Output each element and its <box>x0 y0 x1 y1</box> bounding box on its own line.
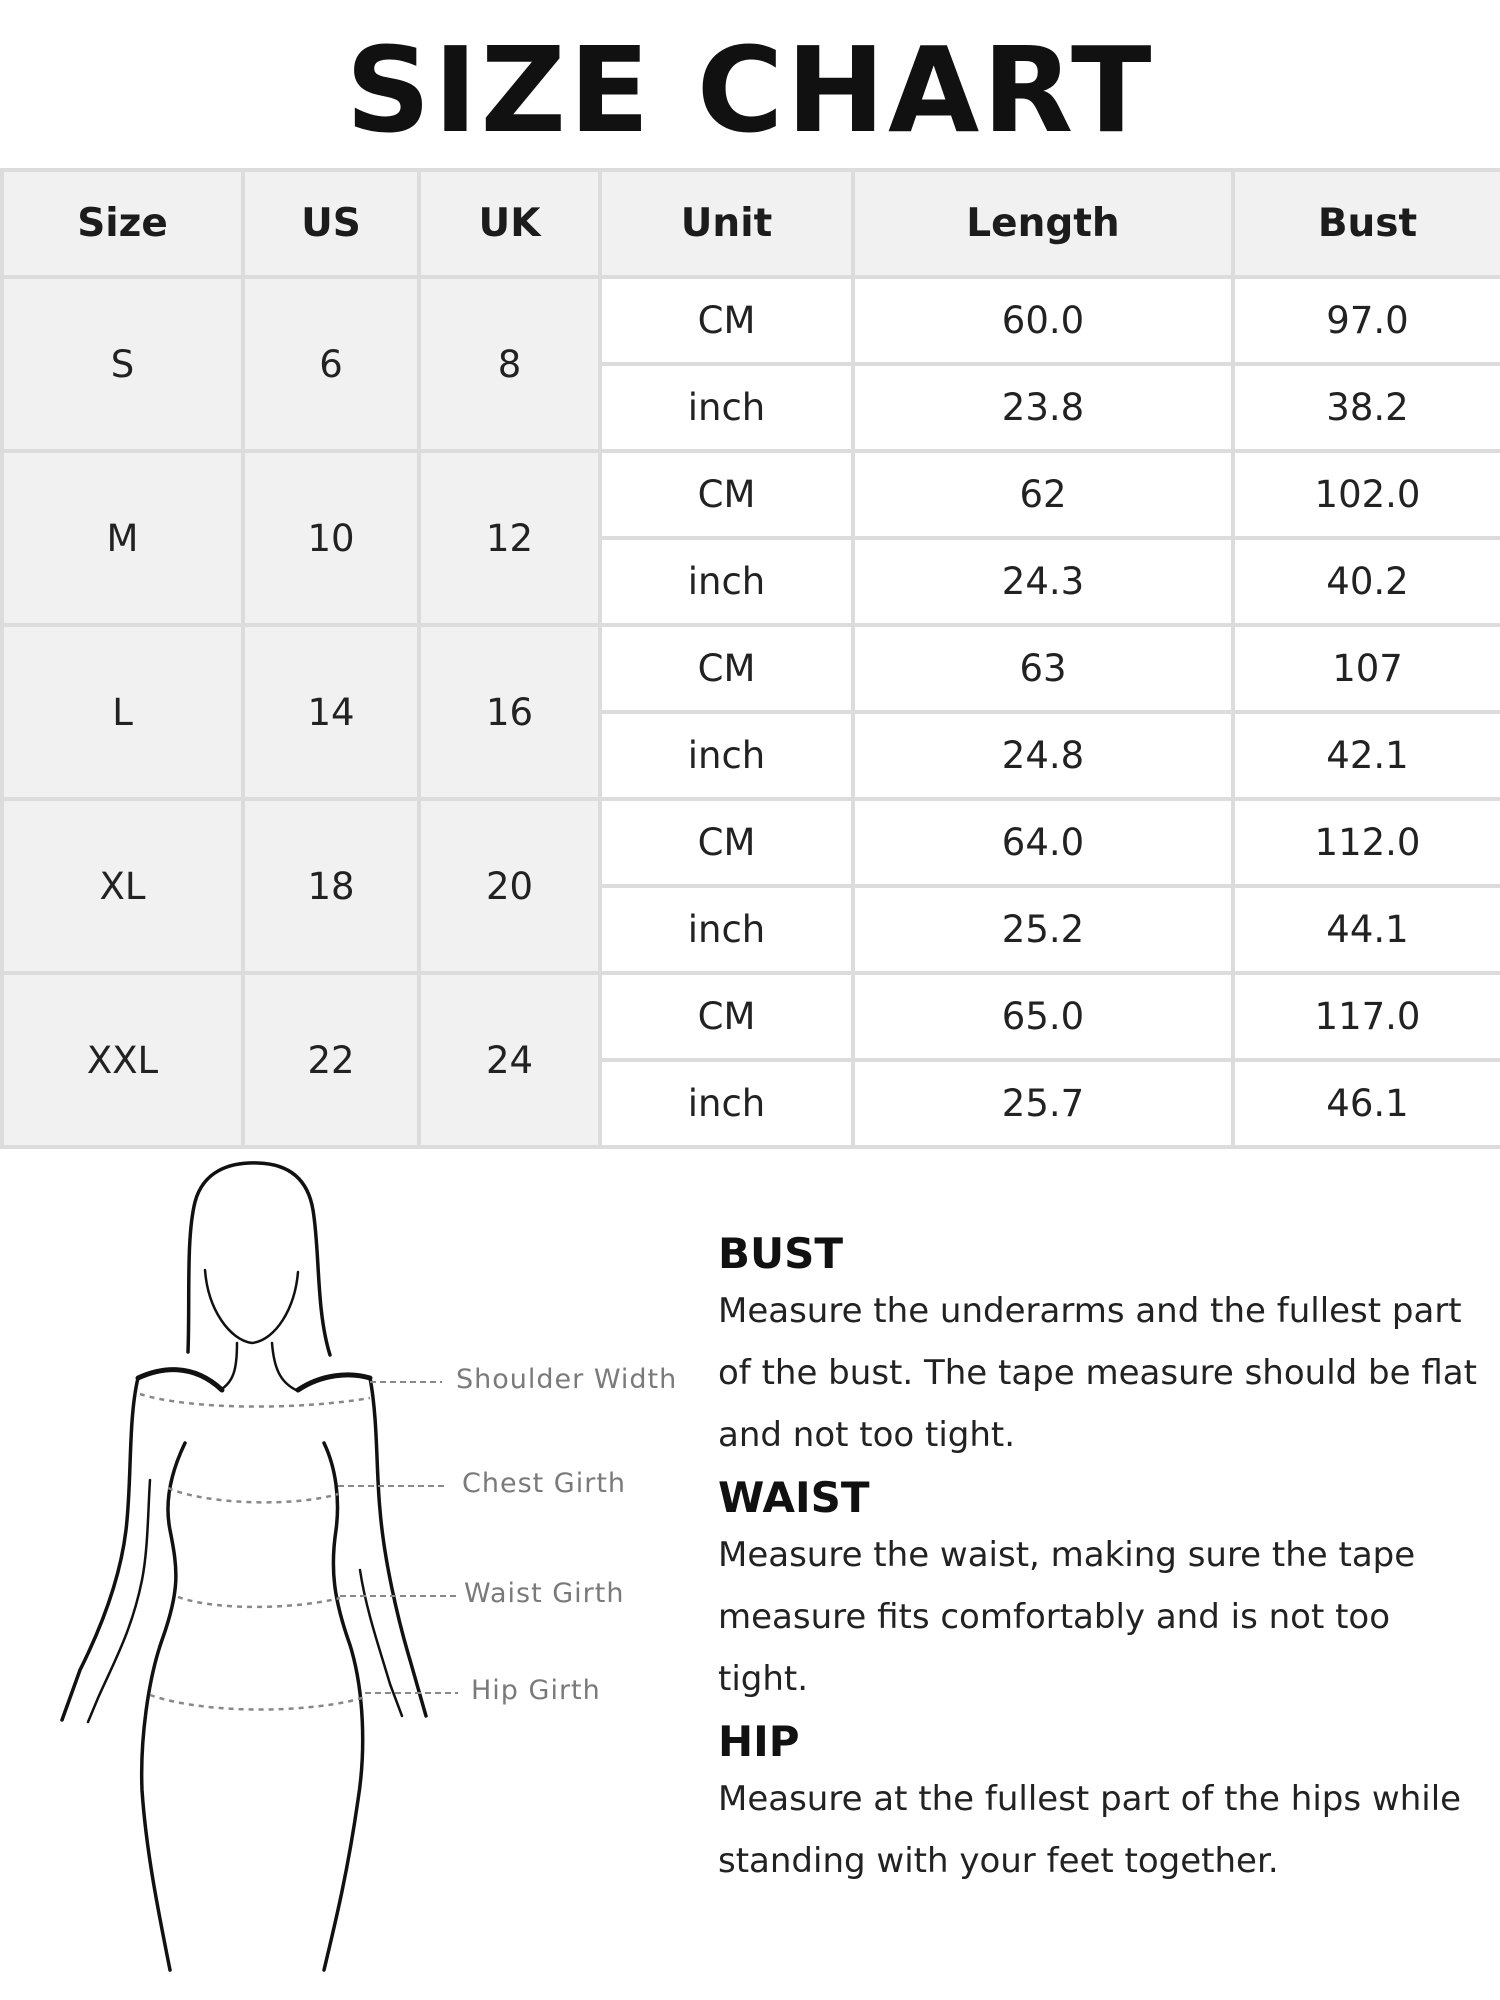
size-cell: XXL <box>2 973 243 1147</box>
us-size-cell: 18 <box>243 799 419 973</box>
unit-cell: CM <box>600 451 853 538</box>
bust-cell: 102.0 <box>1233 451 1500 538</box>
page-title: SIZE CHART <box>345 21 1155 159</box>
uk-size-cell: 12 <box>419 451 600 625</box>
header-size: Size <box>2 170 243 277</box>
chest-girth-label: Chest Girth <box>462 1468 627 1499</box>
uk-size-cell: 8 <box>419 277 600 451</box>
table-row <box>2 625 1500 712</box>
table-row <box>2 277 1500 364</box>
waist-text: Measure the waist, making sure the tape measure fits comfortably and is not too tight. <box>718 1535 1416 1699</box>
bust-cell: 117.0 <box>1233 973 1500 1060</box>
size-cell: XL <box>2 799 243 973</box>
unit-cell: inch <box>600 886 853 973</box>
length-cell: 24.3 <box>853 538 1233 625</box>
uk-size-cell: 24 <box>419 973 600 1147</box>
waist-girth-label: Waist Girth <box>464 1578 625 1609</box>
hip-text: Measure at the fullest part of the hips while standing with your feet together. <box>718 1779 1462 1881</box>
length-cell: 23.8 <box>853 364 1233 451</box>
unit-cell: inch <box>600 364 853 451</box>
us-size-cell: 14 <box>243 625 419 799</box>
bust-cell: 107 <box>1233 625 1500 712</box>
size-table <box>0 168 1500 1149</box>
header-length: Length <box>853 170 1233 277</box>
us-size-cell: 10 <box>243 451 419 625</box>
bust-text: Measure the underarms and the fullest part of the bust. The tape measure should be flat and not too tight. <box>718 1291 1477 1455</box>
unit-cell: inch <box>600 712 853 799</box>
hip-heading: HIP <box>718 1717 800 1766</box>
uk-size-cell: 16 <box>419 625 600 799</box>
table-row <box>2 973 1500 1060</box>
hip-girth-label: Hip Girth <box>471 1675 601 1706</box>
table-row <box>2 451 1500 538</box>
waist-heading: WAIST <box>718 1473 870 1522</box>
size-cell: L <box>2 625 243 799</box>
length-cell: 24.8 <box>853 712 1233 799</box>
female-silhouette-illustration <box>40 1150 690 1980</box>
table-header-row <box>2 170 1500 277</box>
size-cell: M <box>2 451 243 625</box>
us-size-cell: 6 <box>243 277 419 451</box>
bust-cell: 38.2 <box>1233 364 1500 451</box>
unit-cell: CM <box>600 277 853 364</box>
unit-cell: CM <box>600 973 853 1060</box>
bust-cell: 44.1 <box>1233 886 1500 973</box>
bust-cell: 112.0 <box>1233 799 1500 886</box>
length-cell: 25.7 <box>853 1060 1233 1147</box>
header-bust: Bust <box>1233 170 1500 277</box>
unit-cell: inch <box>600 538 853 625</box>
uk-size-cell: 20 <box>419 799 600 973</box>
length-cell: 64.0 <box>853 799 1233 886</box>
header-unit: Unit <box>600 170 853 277</box>
body-measurement-figure <box>40 1150 690 1980</box>
bust-heading: BUST <box>718 1229 844 1278</box>
shoulder-width-label: Shoulder Width <box>456 1364 678 1395</box>
measurement-instructions <box>718 1228 1478 1898</box>
length-cell: 63 <box>853 625 1233 712</box>
length-cell: 60.0 <box>853 277 1233 364</box>
header-us: US <box>243 170 419 277</box>
bust-cell: 97.0 <box>1233 277 1500 364</box>
length-cell: 62 <box>853 451 1233 538</box>
length-cell: 25.2 <box>853 886 1233 973</box>
bust-cell: 42.1 <box>1233 712 1500 799</box>
table-body <box>2 277 1500 1147</box>
size-cell: S <box>2 277 243 451</box>
unit-cell: CM <box>600 799 853 886</box>
header-uk: UK <box>419 170 600 277</box>
unit-cell: CM <box>600 625 853 712</box>
us-size-cell: 22 <box>243 973 419 1147</box>
table-row <box>2 799 1500 886</box>
length-cell: 65.0 <box>853 973 1233 1060</box>
unit-cell: inch <box>600 1060 853 1147</box>
bust-cell: 46.1 <box>1233 1060 1500 1147</box>
bust-cell: 40.2 <box>1233 538 1500 625</box>
